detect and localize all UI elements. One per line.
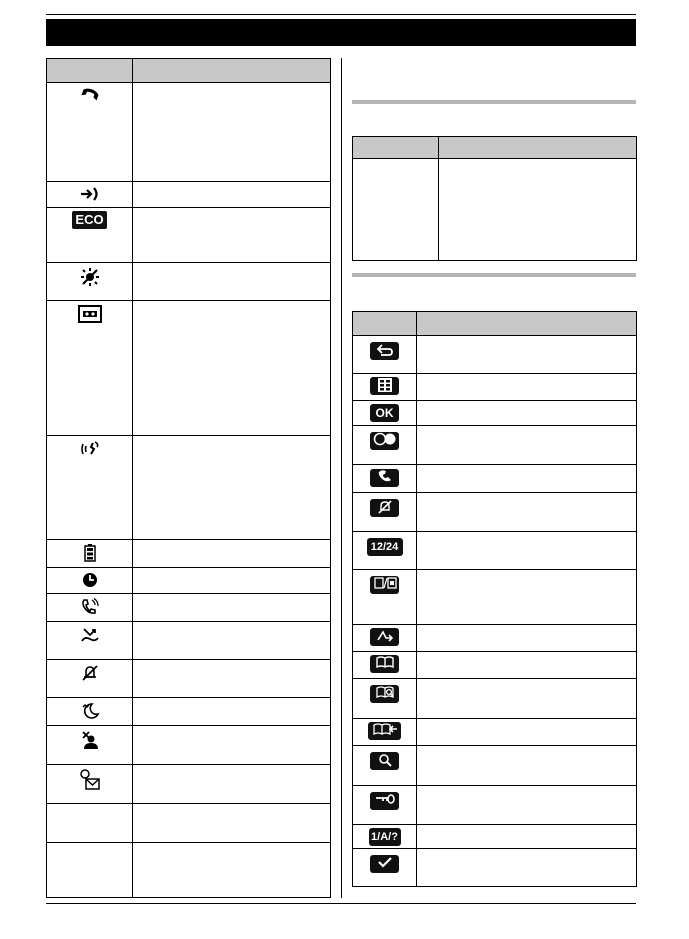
section-rule — [352, 100, 636, 104]
call-block-icon — [81, 730, 99, 750]
column-divider — [341, 58, 342, 898]
menu-key-icon — [370, 377, 399, 395]
table-row — [353, 825, 637, 849]
table-row — [47, 182, 331, 208]
table-row — [353, 786, 637, 825]
table-row — [47, 540, 331, 568]
section-rule — [352, 273, 636, 277]
top-rule — [46, 14, 636, 15]
table-header-row — [353, 137, 637, 159]
check-key-icon — [370, 855, 399, 873]
ringer-off-key-icon — [370, 499, 399, 517]
table-row — [47, 263, 331, 301]
ok-key-icon: OK — [370, 404, 399, 422]
key-lock-icon — [370, 792, 399, 810]
back-key-icon — [370, 342, 399, 360]
page-header-banner — [46, 19, 636, 46]
phonebook-key-icon — [370, 655, 399, 673]
table-row — [47, 568, 331, 594]
table-row — [353, 679, 637, 719]
display-switch-key-icon — [370, 576, 399, 594]
talk-key-icon — [370, 469, 399, 487]
table-row — [353, 336, 637, 374]
toggle-key-icon — [370, 432, 399, 450]
table-row — [353, 719, 637, 746]
table-row — [47, 301, 331, 436]
table-row — [353, 532, 637, 570]
section1-table — [352, 136, 637, 261]
table-row — [353, 374, 637, 401]
voice-message-icon — [79, 769, 101, 791]
table-row — [47, 594, 331, 622]
search-key-icon — [370, 752, 399, 770]
eco-mode-icon: ECO — [72, 211, 106, 229]
table-header-row — [47, 59, 331, 83]
meaning-column-header — [133, 59, 331, 83]
time-format-key-icon: 12/24 — [367, 538, 403, 556]
phonebook-search-key-icon — [370, 685, 399, 703]
table-row — [353, 159, 637, 261]
section-title — [352, 281, 636, 301]
table-row — [47, 436, 331, 540]
display-icons-table — [46, 58, 331, 898]
table-row — [47, 83, 331, 182]
table-row — [353, 746, 637, 786]
operating-keys-table — [352, 311, 637, 887]
table-row — [47, 622, 331, 660]
table-row — [353, 493, 637, 532]
battery-icon — [84, 544, 96, 562]
intercom-call-icon — [80, 598, 100, 616]
table-row — [353, 426, 637, 465]
dim-light-icon — [80, 267, 100, 287]
table-row — [353, 652, 637, 679]
table-row — [353, 401, 637, 426]
table-row — [353, 849, 637, 887]
footer-rule — [46, 903, 636, 904]
clock-icon — [82, 572, 98, 588]
forward-key-icon — [370, 628, 399, 646]
table-row — [47, 765, 331, 804]
table-row — [47, 726, 331, 765]
table-row — [47, 698, 331, 726]
ringer-off-icon — [81, 664, 99, 682]
table-row — [353, 465, 637, 493]
missed-call-icon — [80, 626, 100, 644]
table-row — [47, 208, 331, 263]
table-row — [47, 804, 331, 843]
table-header-row — [353, 312, 637, 336]
phonebook-add-key-icon — [368, 722, 401, 740]
handset-off-hook-icon — [78, 87, 102, 103]
call-screening-icon — [80, 440, 100, 458]
char-mode-key-icon: 1/A/? — [369, 828, 401, 846]
icon-column-header — [47, 59, 133, 83]
answering-machine-icon — [78, 305, 102, 323]
table-row — [353, 625, 637, 652]
table-row — [47, 660, 331, 698]
call-forward-icon — [79, 186, 101, 202]
section-title — [352, 108, 636, 128]
table-row — [353, 570, 637, 625]
night-mode-icon — [80, 702, 100, 720]
table-row — [47, 843, 331, 898]
